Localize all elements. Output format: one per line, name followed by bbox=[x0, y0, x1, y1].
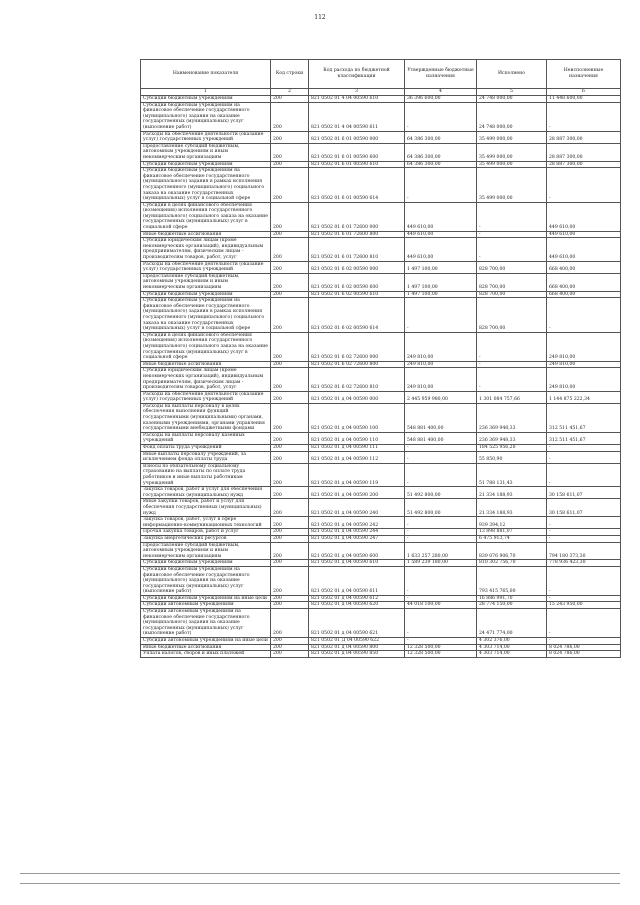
header-indicator-name: Наименование показателя bbox=[141, 60, 271, 89]
indicator-name-cell: Расходы на выплаты персоналу в целях обеспечения выполнения функций государственными (муниципальными) органами, казенными учреждениями, органами управления государственными внебюджетными фондами bbox=[141, 403, 271, 432]
executed-cell: 21 334 188,93 bbox=[477, 487, 547, 499]
unexecuted-cell: 449 610,00 bbox=[547, 238, 621, 261]
expense-code-cell: 821 0502 01 6 02 00590 614 bbox=[309, 298, 405, 333]
line-code-cell: 200 bbox=[271, 143, 309, 161]
table-row bbox=[141, 566, 621, 595]
indicator-name-cell: Иные бюджетные ассигнования bbox=[141, 231, 271, 238]
line-code-cell: 200 bbox=[271, 566, 309, 595]
executed-cell: - bbox=[477, 202, 547, 231]
expense-code-cell: 821 0502 01 6 01 72600 810 bbox=[309, 238, 405, 261]
unexecuted-cell: 249 810,00 bbox=[547, 361, 621, 368]
expense-code-cell: 821 0502 01 6 01 00590 614 bbox=[309, 168, 405, 203]
expense-code-cell: 821 0502 01 д 04 00590 244 bbox=[309, 529, 405, 536]
approved-cell: 548 881 400,00 bbox=[405, 432, 477, 444]
table-header-row bbox=[141, 60, 621, 89]
header-unexecuted: Неисполненные назначения bbox=[547, 60, 621, 89]
table-row bbox=[141, 463, 621, 486]
expense-code-cell: 821 0502 01 д 04 00590 611 bbox=[309, 566, 405, 595]
approved-cell: 64 386 300,00 bbox=[405, 143, 477, 161]
approved-cell: 249 810,00 bbox=[405, 368, 477, 391]
expense-code-cell: 821 0502 01 д 04 00590 111 bbox=[309, 445, 405, 452]
approved-cell: - bbox=[405, 463, 477, 486]
expense-code-cell: 821 0502 01 д 04 00590 100 bbox=[309, 403, 405, 432]
table-row bbox=[141, 403, 621, 432]
line-code-cell: 200 bbox=[271, 368, 309, 391]
indicator-name-cell: Субсидии бюджетным учреждениям на финансовое обеспечение государственного (муниципального) задания в рамках исполнения государственного (муниципального) социального заказа на оказание государственных (муниципальных) услуг в социальной сфере bbox=[141, 298, 271, 333]
page-number: 112 bbox=[314, 14, 326, 21]
indicator-name-cell: Субсидии автономным учреждениям на финансовое обеспечение государственного (муниципального) задания на оказание государственных (муниципальных) услуг (выполнение работ) bbox=[141, 609, 271, 638]
table-row bbox=[141, 361, 621, 368]
line-code-cell: 200 bbox=[271, 202, 309, 231]
approved-cell: - bbox=[405, 451, 477, 463]
table-row bbox=[141, 638, 621, 645]
indicator-name-cell: Субсидии бюджетным учреждениям на иные цели bbox=[141, 595, 271, 602]
indicator-name-cell: Субсидии автономным учреждениям bbox=[141, 602, 271, 609]
unexecuted-cell: - bbox=[547, 638, 621, 645]
table-row bbox=[141, 560, 621, 567]
unexecuted-cell: 312 511 451,67 bbox=[547, 403, 621, 432]
executed-cell: 236 369 948,33 bbox=[477, 432, 547, 444]
executed-cell: - bbox=[477, 368, 547, 391]
approved-cell: 249 810,00 bbox=[405, 361, 477, 368]
unexecuted-cell: 11 448 600,00 bbox=[547, 96, 621, 103]
table-row bbox=[141, 651, 621, 658]
unexecuted-cell: - bbox=[547, 102, 621, 131]
table-row bbox=[141, 602, 621, 609]
line-code-cell: 200 bbox=[271, 651, 309, 658]
line-code-cell: 200 bbox=[271, 131, 309, 143]
table-row bbox=[141, 102, 621, 131]
indicator-name-cell: Субсидии юридическим лицам (кроме некоммерческих организаций), индивидуальным предпринимателям, физическим лицам - производителям товаров, работ, услуг bbox=[141, 368, 271, 391]
indicator-name-cell: Иные закупки товаров, работ и услуг для обеспечения государственных (муниципальных) нужд bbox=[141, 499, 271, 517]
budget-execution-table bbox=[140, 59, 621, 658]
table-row bbox=[141, 542, 621, 560]
approved-cell: - bbox=[405, 638, 477, 645]
expense-code-cell: 821 0502 01 6 02 72600 810 bbox=[309, 368, 405, 391]
line-code-cell: 200 bbox=[271, 487, 309, 499]
approved-cell: - bbox=[405, 609, 477, 638]
executed-cell: 1 301 084 757,66 bbox=[477, 391, 547, 403]
executed-cell: 810 302 756,70 bbox=[477, 560, 547, 567]
indicator-name-cell: Фонд оплаты труда учреждений bbox=[141, 445, 271, 452]
executed-cell: 828 700,00 bbox=[477, 273, 547, 291]
expense-code-cell: 821 0502 01 д 04 00590 242 bbox=[309, 517, 405, 529]
table-row bbox=[141, 298, 621, 333]
executed-cell: 21 334 188,93 bbox=[477, 499, 547, 517]
table-row bbox=[141, 143, 621, 161]
indicator-name-cell: Субсидии бюджетным учреждениям bbox=[141, 291, 271, 298]
line-code-cell: 200 bbox=[271, 463, 309, 486]
table-row bbox=[141, 451, 621, 463]
executed-cell: 24 471 774,00 bbox=[477, 609, 547, 638]
expense-code-cell: 821 0502 01 д 04 00590 110 bbox=[309, 432, 405, 444]
table-row bbox=[141, 161, 621, 168]
executed-cell: 16 886 991,70 bbox=[477, 595, 547, 602]
expense-code-cell: 821 0502 01 6 01 00590 600 bbox=[309, 143, 405, 161]
unexecuted-cell: 30 158 611,07 bbox=[547, 487, 621, 499]
indicator-name-cell: Взносы по обязательному социальному страхованию на выплаты по оплате труда работников и иные выплаты работникам учреждений bbox=[141, 463, 271, 486]
column-number-row bbox=[141, 89, 621, 96]
unexecuted-cell: 1 144 875 222,34 bbox=[547, 391, 621, 403]
line-code-cell: 200 bbox=[271, 445, 309, 452]
indicator-name-cell: Иные выплаты персоналу учреждений, за исключением фонда оплаты труда bbox=[141, 451, 271, 463]
table-row bbox=[141, 432, 621, 444]
approved-cell: 36 396 600,00 bbox=[405, 96, 477, 103]
executed-cell: - bbox=[477, 238, 547, 261]
table-row bbox=[141, 499, 621, 517]
approved-cell: - bbox=[405, 168, 477, 203]
unexecuted-cell: 28 887 300,00 bbox=[547, 143, 621, 161]
approved-cell: 1 497 100,00 bbox=[405, 273, 477, 291]
executed-cell: 24 748 000,00 bbox=[477, 96, 547, 103]
table-row bbox=[141, 368, 621, 391]
unexecuted-cell: - bbox=[547, 609, 621, 638]
line-code-cell: 200 bbox=[271, 560, 309, 567]
approved-cell: 1 497 100,00 bbox=[405, 291, 477, 298]
line-code-cell: 200 bbox=[271, 609, 309, 638]
table-row bbox=[141, 391, 621, 403]
expense-code-cell: 821 0502 01 6 02 72600 000 bbox=[309, 332, 405, 361]
expense-code-cell: 821 0502 01 д 04 00590 612 bbox=[309, 595, 405, 602]
approved-cell: 449 610,00 bbox=[405, 238, 477, 261]
header-expense-code: Код расхода по бюджетной классификации bbox=[309, 60, 405, 89]
indicator-name-cell: Уплата налогов, сборов и иных платежей bbox=[141, 651, 271, 658]
expense-code-cell: 821 0502 01 6 01 00590 610 bbox=[309, 161, 405, 168]
expense-code-cell: 821 0502 01 6 02 72600 800 bbox=[309, 361, 405, 368]
approved-cell: 51 492 800,00 bbox=[405, 487, 477, 499]
table-row bbox=[141, 487, 621, 499]
unexecuted-cell: - bbox=[547, 595, 621, 602]
footer-rule bbox=[20, 873, 620, 874]
approved-cell: 2 445 959 980,00 bbox=[405, 391, 477, 403]
column-number: 3 bbox=[309, 89, 405, 96]
line-code-cell: 200 bbox=[271, 638, 309, 645]
line-code-cell: 200 bbox=[271, 238, 309, 261]
approved-cell: - bbox=[405, 529, 477, 536]
indicator-name-cell: Предоставление субсидий бюджетным, автономным учреждениям и иным некоммерческим организациям bbox=[141, 542, 271, 560]
executed-cell: 35 499 000,00 bbox=[477, 168, 547, 203]
executed-cell: 793 415 765,00 bbox=[477, 566, 547, 595]
indicator-name-cell: Закупка энергетических ресурсов bbox=[141, 535, 271, 542]
executed-cell: - bbox=[477, 231, 547, 238]
table-row bbox=[141, 231, 621, 238]
table-row bbox=[141, 131, 621, 143]
executed-cell: 24 748 000,00 bbox=[477, 102, 547, 131]
approved-cell: 249 810,00 bbox=[405, 332, 477, 361]
unexecuted-cell: - bbox=[547, 566, 621, 595]
line-code-cell: 200 bbox=[271, 432, 309, 444]
executed-cell: 51 788 131,43 bbox=[477, 463, 547, 486]
indicator-name-cell: Субсидии бюджетным учреждениям на финансовое обеспечение государственного (муниципального) задания в рамках исполнения государственного (муниципального) социального заказа на оказание государственных (муниципальных) услуг в социальной сфере bbox=[141, 168, 271, 203]
table-row bbox=[141, 273, 621, 291]
table-row bbox=[141, 529, 621, 536]
table-row bbox=[141, 445, 621, 452]
executed-cell: 184 525 956,20 bbox=[477, 445, 547, 452]
line-code-cell: 200 bbox=[271, 542, 309, 560]
expense-code-cell: 821 0502 01 д 04 00590 620 bbox=[309, 602, 405, 609]
indicator-name-cell: Субсидии бюджетным учреждениям на финансовое обеспечение государственного (муниципального) задания на оказание государственных (муниципальных) услуг (выполнение работ) bbox=[141, 102, 271, 131]
executed-cell: - bbox=[477, 332, 547, 361]
table-row bbox=[141, 168, 621, 203]
line-code-cell: 200 bbox=[271, 644, 309, 651]
table-row bbox=[141, 517, 621, 529]
approved-cell: 449 610,00 bbox=[405, 231, 477, 238]
header-line-code: Код строки bbox=[271, 60, 309, 89]
executed-cell: 35 499 000,00 bbox=[477, 161, 547, 168]
column-number: 5 bbox=[477, 89, 547, 96]
indicator-name-cell: Субсидии бюджетным учреждениям на финансовое обеспечение государственного (муниципального) задания на оказание государственных (муниципальных) услуг (выполнение работ) bbox=[141, 566, 271, 595]
indicator-name-cell: Субсидии бюджетным учреждениям bbox=[141, 560, 271, 567]
indicator-name-cell: Субсидии юридическим лицам (кроме некоммерческих организаций), индивидуальным предпринимателям, физическим лицам - производителям товаров, работ, услуг bbox=[141, 238, 271, 261]
unexecuted-cell: 8 024 786,00 bbox=[547, 651, 621, 658]
table-row bbox=[141, 291, 621, 298]
expense-code-cell: 821 0502 01 д 04 00590 610 bbox=[309, 560, 405, 567]
table-row bbox=[141, 332, 621, 361]
line-code-cell: 200 bbox=[271, 391, 309, 403]
line-code-cell: 200 bbox=[271, 499, 309, 517]
header-approved: Утвержденные бюджетные назначения bbox=[405, 60, 477, 89]
column-number: 4 bbox=[405, 89, 477, 96]
expense-code-cell: 821 0502 01 д 04 00590 240 bbox=[309, 499, 405, 517]
line-code-cell: 200 bbox=[271, 529, 309, 536]
approved-cell: 12 328 500,00 bbox=[405, 651, 477, 658]
approved-cell: 44 018 100,00 bbox=[405, 602, 477, 609]
executed-cell: 13 898 881,07 bbox=[477, 529, 547, 536]
unexecuted-cell: 249 810,00 bbox=[547, 368, 621, 391]
approved-cell: - bbox=[405, 445, 477, 452]
approved-cell: - bbox=[405, 566, 477, 595]
unexecuted-cell: 668 400,00 bbox=[547, 261, 621, 273]
expense-code-cell: 821 0502 01 д 04 00590 112 bbox=[309, 451, 405, 463]
line-code-cell: 200 bbox=[271, 535, 309, 542]
indicator-name-cell: Субсидии в целях финансового обеспечения (возмещения) исполнения государственного (муниципального) социального заказа на оказание государственных (муниципальных) услуг в социальной сфере bbox=[141, 202, 271, 231]
unexecuted-cell: - bbox=[547, 451, 621, 463]
line-code-cell: 200 bbox=[271, 291, 309, 298]
unexecuted-cell: - bbox=[547, 535, 621, 542]
indicator-name-cell: Иные бюджетные ассигнования bbox=[141, 644, 271, 651]
unexecuted-cell: 449 610,00 bbox=[547, 202, 621, 231]
executed-cell: 35 499 000,00 bbox=[477, 143, 547, 161]
executed-cell: 6 475 913,74 bbox=[477, 535, 547, 542]
expense-code-cell: 821 0502 01 д 04 00590 850 bbox=[309, 651, 405, 658]
executed-cell: 828 700,00 bbox=[477, 261, 547, 273]
indicator-name-cell: Расходы на обеспечение деятельности (оказание услуг) государственных учреждений bbox=[141, 261, 271, 273]
expense-code-cell: 821 0502 01 4 04 00590 610 bbox=[309, 96, 405, 103]
column-number: 6 bbox=[547, 89, 621, 96]
indicator-name-cell: Иные бюджетные ассигнования bbox=[141, 361, 271, 368]
expense-code-cell: 821 0502 01 д 04 00590 000 bbox=[309, 391, 405, 403]
expense-code-cell: 821 0502 01 д 04 00590 621 bbox=[309, 609, 405, 638]
table-row bbox=[141, 595, 621, 602]
table-row bbox=[141, 609, 621, 638]
line-code-cell: 200 bbox=[271, 517, 309, 529]
approved-cell: 1 497 100,00 bbox=[405, 261, 477, 273]
indicator-name-cell: Закупка товаров, работ и услуг для обеспечения государственных (муниципальных) нужд bbox=[141, 487, 271, 499]
approved-cell: 1 589 239 180,00 bbox=[405, 560, 477, 567]
executed-cell: 939 394,12 bbox=[477, 517, 547, 529]
indicator-name-cell: Субсидии бюджетным учреждениям bbox=[141, 161, 271, 168]
expense-code-cell: 821 0502 01 6 02 00590 000 bbox=[309, 261, 405, 273]
line-code-cell: 200 bbox=[271, 451, 309, 463]
approved-cell: 449 610,00 bbox=[405, 202, 477, 231]
approved-cell: 12 328 500,00 bbox=[405, 644, 477, 651]
table-row bbox=[141, 96, 621, 103]
line-code-cell: 200 bbox=[271, 273, 309, 291]
line-code-cell: 200 bbox=[271, 161, 309, 168]
line-code-cell: 200 bbox=[271, 261, 309, 273]
indicator-name-cell: Прочая закупка товаров, работ и услуг bbox=[141, 529, 271, 536]
table-row bbox=[141, 644, 621, 651]
approved-cell: - bbox=[405, 595, 477, 602]
line-code-cell: 200 bbox=[271, 361, 309, 368]
executed-cell: 839 076 906,70 bbox=[477, 542, 547, 560]
indicator-name-cell: Расходы на выплаты персоналу казенных учреждений bbox=[141, 432, 271, 444]
table-row bbox=[141, 535, 621, 542]
expense-code-cell: 821 0502 01 4 04 00590 611 bbox=[309, 102, 405, 131]
unexecuted-cell: - bbox=[547, 463, 621, 486]
table-row bbox=[141, 261, 621, 273]
unexecuted-cell: - bbox=[547, 168, 621, 203]
unexecuted-cell: - bbox=[547, 529, 621, 536]
unexecuted-cell: 312 511 451,67 bbox=[547, 432, 621, 444]
approved-cell: 64 386 300,00 bbox=[405, 131, 477, 143]
expense-code-cell: 821 0502 01 6 01 72600 000 bbox=[309, 202, 405, 231]
expense-code-cell: 821 0502 01 д 04 00590 600 bbox=[309, 542, 405, 560]
executed-cell: - bbox=[477, 361, 547, 368]
approved-cell: - bbox=[405, 102, 477, 131]
expense-code-cell: 821 0502 01 6 02 00590 600 bbox=[309, 273, 405, 291]
executed-cell: 28 774 150,00 bbox=[477, 602, 547, 609]
unexecuted-cell: 15 243 950,00 bbox=[547, 602, 621, 609]
line-code-cell: 200 bbox=[271, 403, 309, 432]
expense-code-cell: 821 0502 01 6 02 00590 610 bbox=[309, 291, 405, 298]
line-code-cell: 200 bbox=[271, 332, 309, 361]
indicator-name-cell: Расходы на обеспечение деятельности (оказание услуг) государственных учреждений bbox=[141, 131, 271, 143]
unexecuted-cell: - bbox=[547, 298, 621, 333]
approved-cell: - bbox=[405, 517, 477, 529]
expense-code-cell: 821 0502 01 Д 04 00590 622 bbox=[309, 638, 405, 645]
unexecuted-cell: - bbox=[547, 445, 621, 452]
executed-cell: 55 850,90 bbox=[477, 451, 547, 463]
line-code-cell: 200 bbox=[271, 102, 309, 131]
approved-cell: 51 492 800,00 bbox=[405, 499, 477, 517]
executed-cell: 4 302 376,00 bbox=[477, 638, 547, 645]
unexecuted-cell: 249 810,00 bbox=[547, 332, 621, 361]
footer-rule bbox=[20, 883, 620, 884]
indicator-name-cell: Предоставление субсидий бюджетным, автономным учреждениям и иным некоммерческим организациям bbox=[141, 143, 271, 161]
executed-cell: 35 499 000,00 bbox=[477, 131, 547, 143]
line-code-cell: 200 bbox=[271, 96, 309, 103]
executed-cell: 828 700,00 bbox=[477, 291, 547, 298]
approved-cell: - bbox=[405, 535, 477, 542]
line-code-cell: 200 bbox=[271, 595, 309, 602]
line-code-cell: 200 bbox=[271, 602, 309, 609]
expense-code-cell: 821 0502 01 д 04 00590 119 bbox=[309, 463, 405, 486]
table-body bbox=[141, 96, 621, 658]
unexecuted-cell: 30 158 611,07 bbox=[547, 499, 621, 517]
column-number: 2 bbox=[271, 89, 309, 96]
indicator-name-cell: Субсидии автономным учреждениям на иные цели bbox=[141, 638, 271, 645]
expense-code-cell: 821 0502 01 д 04 00590 247 bbox=[309, 535, 405, 542]
approved-cell: 548 881 400,00 bbox=[405, 403, 477, 432]
approved-cell: - bbox=[405, 298, 477, 333]
approved-cell: 64 386 300,00 bbox=[405, 161, 477, 168]
line-code-cell: 200 bbox=[271, 168, 309, 203]
column-number: 1 bbox=[141, 89, 271, 96]
unexecuted-cell: 668 400,00 bbox=[547, 291, 621, 298]
executed-cell: 236 369 948,33 bbox=[477, 403, 547, 432]
unexecuted-cell: 28 887 300,00 bbox=[547, 131, 621, 143]
indicator-name-cell: Субсидии в целях финансового обеспечения (возмещения) исполнения государственного (муниципального) социального заказа на оказание государственных (муниципальных) услуг в социальной сфере bbox=[141, 332, 271, 361]
executed-cell: 4 303 714,00 bbox=[477, 644, 547, 651]
expense-code-cell: 821 0502 01 6 01 00590 000 bbox=[309, 131, 405, 143]
indicator-name-cell: Предоставление субсидий бюджетным, автономным учреждениям и иным некоммерческим организациям bbox=[141, 273, 271, 291]
unexecuted-cell: 778 936 423,30 bbox=[547, 560, 621, 567]
executed-cell: 828 700,00 bbox=[477, 298, 547, 333]
indicator-name-cell: Субсидии бюджетным учреждениям bbox=[141, 96, 271, 103]
table-row bbox=[141, 238, 621, 261]
indicator-name-cell: Закупка товаров, работ, услуг в сфере информационно-коммуникационных технологий bbox=[141, 517, 271, 529]
unexecuted-cell: 28 887 300,00 bbox=[547, 161, 621, 168]
header-executed: Исполнено bbox=[477, 60, 547, 89]
unexecuted-cell: 668 400,00 bbox=[547, 273, 621, 291]
indicator-name-cell: Расходы на обеспечение деятельности (оказание услуг) государственных учреждений bbox=[141, 391, 271, 403]
unexecuted-cell: 8 024 786,00 bbox=[547, 644, 621, 651]
expense-code-cell: 821 0502 01 д 04 00590 200 bbox=[309, 487, 405, 499]
unexecuted-cell: 449 610,00 bbox=[547, 231, 621, 238]
unexecuted-cell: - bbox=[547, 517, 621, 529]
expense-code-cell: 821 0502 01 д 04 00590 800 bbox=[309, 644, 405, 651]
line-code-cell: 200 bbox=[271, 231, 309, 238]
approved-cell: 1 633 257 280,00 bbox=[405, 542, 477, 560]
expense-code-cell: 821 0502 01 6 01 72600 800 bbox=[309, 231, 405, 238]
executed-cell: 4 303 714,00 bbox=[477, 651, 547, 658]
unexecuted-cell: 794 180 373,30 bbox=[547, 542, 621, 560]
line-code-cell: 200 bbox=[271, 298, 309, 333]
table-row bbox=[141, 202, 621, 231]
